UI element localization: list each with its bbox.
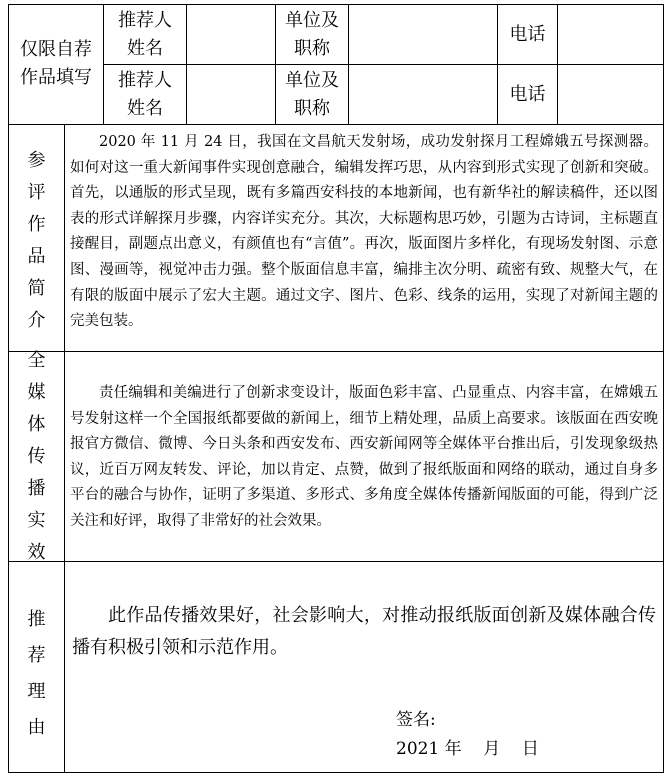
intro-text: 2020 年 11 月 24 日，我国在文昌航天发射场，成功发射探月工程嫦娥五号探测器。如何对这一重大新闻事件实现创意融合，编辑发挥巧思，从内容到形式实现了创新和突破。首先，以通版的形式呈现，既有多篇西安科技的本地新闻，也有新华社的解读稿件，还以图表的形式详解探月步骤，内容详实充分。其次，大标题构思巧妙，引题为古诗词，主标题直接醒目，副题点出意义，有颜值也有“言值”。再次，版面图片多样化，有现场发射图、示意图、漫画等，视觉冲击力强。整个版面信息丰富，编排主次分明、疏密有致、规整大气，在有限的版面中展示了宏大主题。通过文字、图片、色彩、线条的运用，实现了对新闻主题的完美包装。 bbox=[70, 134, 658, 330]
date-line: 2021 年 月 日 bbox=[396, 739, 539, 759]
phone-field[interactable] bbox=[558, 5, 663, 64]
intro-section-label: 参 评 作 品 简 介 bbox=[27, 150, 46, 331]
self-recommend-label: 仅限自荐作品填写 bbox=[20, 39, 92, 88]
unit-title-label: 单位及职称 bbox=[285, 69, 339, 119]
unit-title-label: 单位及职称 bbox=[285, 10, 339, 59]
unit-title-field[interactable] bbox=[349, 65, 497, 124]
recommender-name-field[interactable] bbox=[187, 65, 275, 124]
phone-label: 电话 bbox=[509, 83, 546, 105]
unit-title-field[interactable] bbox=[349, 5, 497, 64]
reason-section-label: 推 荐 理 由 bbox=[27, 609, 46, 738]
reason-text: 此作品传播效果好，社会影响大，对推动报纸版面创新及媒体融合传播有积极引领和示范作用。 bbox=[72, 605, 656, 658]
effect-section-label: 全 媒 体 传 播 实 效 bbox=[27, 349, 46, 563]
recommender-name-field[interactable] bbox=[187, 5, 275, 64]
signature-label: 签名: bbox=[396, 710, 436, 730]
effect-text: 责任编辑和美编进行了创新求变设计，版面色彩丰富、凸显重点、内容丰富，在嫦娥五号发射这样一个全国报纸都要做的新闻上，细节上精处理，品质上高要求。该版面在西安晚报官方微信、微博、今日头条和西安发布、西安新闻网等全媒体平台推出后，引发现象级热议，近百万网友转发、评论，加以肯定、点赞，做到了报纸版面和网络的联动，通过自身多平台的融合与协作，证明了多渠道、多形式、多角度全媒体传播新闻版面的可能，得到广泛关注和好评，取得了非常好的社会效果。 bbox=[70, 385, 658, 529]
phone-label: 电话 bbox=[509, 23, 546, 45]
recommender-name-label: 推荐人姓名 bbox=[118, 69, 172, 119]
recommender-name-label: 推荐人姓名 bbox=[118, 10, 172, 59]
phone-field[interactable] bbox=[558, 65, 663, 124]
